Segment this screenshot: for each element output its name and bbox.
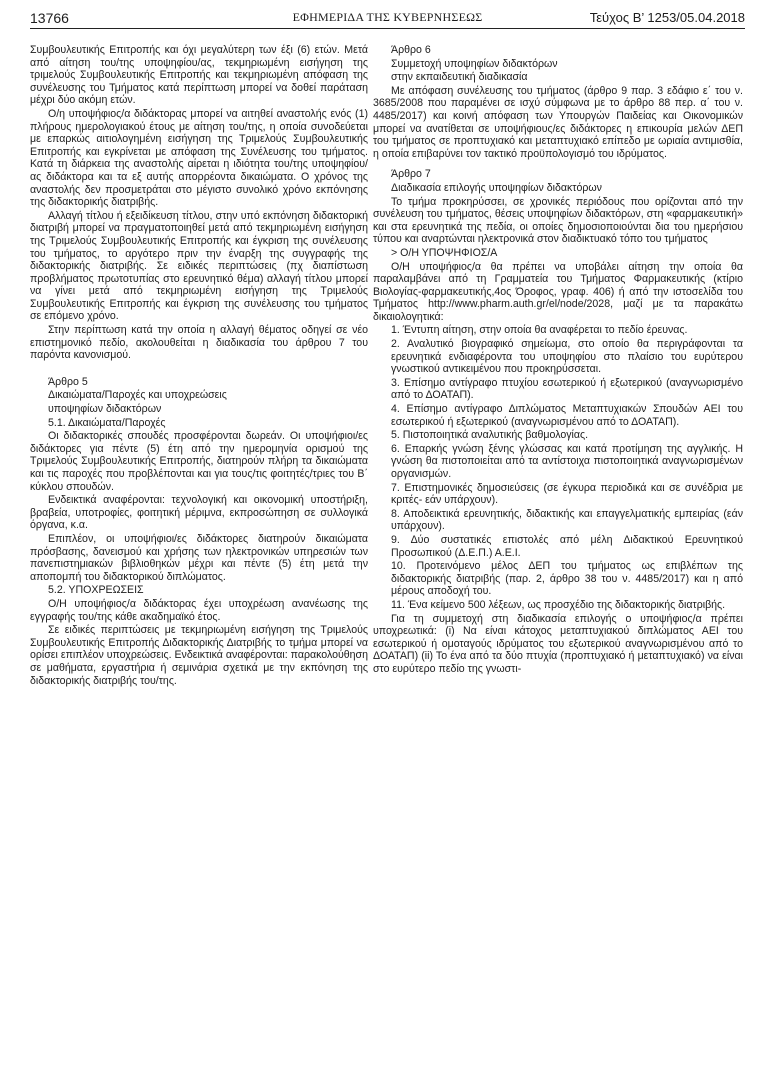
paragraph: Στην περίπτωση κατά την οποία η αλλαγή θέματος οδηγεί σε νέο επιστημονικό πεδίο, ακολουθείται η διαδικασία του άρθρου 7 του παρόντα κανονισμού.: [30, 324, 368, 362]
list-item: 7. Επιστημονικές δημοσιεύσεις (σε έγκυρα περιοδικά και σε συνέδρια με κριτές- εάν υπάρχουν).: [391, 481, 743, 507]
article-6-label: Άρθρο 6: [391, 44, 431, 56]
paragraph: Επιπλέον, οι υποψήφιοι/ες διδάκτορες διατηρούν δικαιώματα πρόσβασης, δανεισμού και χρήσης των ηλεκτρονικών υπηρεσιών των πανεπιστημιακών βιβλιοθηκών μέχρι και πέντε (5) έτη μετά την αποπομπή του διδακτορικού διπλώματος.: [30, 532, 368, 583]
paragraph: Ο/Η υποψήφιος/α διδάκτορας έχει υποχρέωση ανανέωσης της εγγραφής του/της κάθε ακαδημαϊκό έτος.: [30, 597, 368, 623]
list-item: 6. Επαρκής γνώση ξένης γλώσσας και κατά προτίμηση της αγγλικής. Η γνώση θα πιστοποιείται από τα αντίστοιχα πιστοποιητικά αναγνωρισμένων οργανισμών.: [391, 442, 743, 480]
paragraph: Οι διδακτορικές σπουδές προσφέρονται δωρεάν. Οι υποψήφιοι/ες διδάκτορες για πέντε (5) έτη από την ημερομηνία ορισμού της Τριμελούς Συμβουλευτικής Επιτροπής, διατηρούν πλήρη τα δικαιώματα και τις παροχές που προβλέπονται και για τους/τις φοιτητές/τριες του Β΄ κύκλου σπουδών.: [30, 430, 368, 493]
article-5-title: υποψηφίων διδακτόρων: [48, 403, 162, 416]
article-5-label: Άρθρο 5: [48, 375, 88, 388]
paragraph: Αλλαγή τίτλου ή εξειδίκευση τίτλου, στην υπό εκπόνηση διδακτορική διατριβή μπορεί να πραγματοποιηθεί μετά από τεκμηριωμένη εισήγηση της Τριμελούς Συμβουλευτικής Επιτροπής και έγκριση της συνέλευσης του τμήματος, το αργότερο πριν την έναρξη της συγγραφής της διδακτορικής διατριβής. Σε ειδικές περιπτώσεις (πχ διαπίστωση προβλήματος πρωτοτυπίας στο ερευνητικό θέμα) αλλαγή τίτλου μπορεί να γίνει μετά από τεκμηριωμένη εισήγηση της Τριμελούς Συμβουλευτικής Επιτροπής και έγκριση της συνέλευσης του τμήματος σε επόμενο χρόνο.: [30, 209, 368, 323]
list-item: 10. Προτεινόμενο μέλος ΔΕΠ του τμήματος ως επιβλέπων της διδακτορικής διατριβής (παρ. 2, άρθρο 38 του ν. 4485/2017) και η από μέρους αποδοχή του.: [391, 560, 743, 598]
gazette-title: ΕΦΗΜΕΡΙΔΑ ΤΗΣ ΚΥΒΕΡΝΗΣΕΩΣ: [292, 10, 483, 24]
issue-reference: Τεύχος Β’ 1253/05.04.2018: [589, 10, 745, 25]
article-5-title: Δικαιώματα/Παροχές και υποχρεώσεις: [48, 389, 227, 402]
article-7-title: Διαδικασία επιλογής υποψηφίων διδακτόρων: [391, 181, 602, 194]
paragraph: Το τμήμα προκηρύσσει, σε χρονικές περιόδους που ορίζονται από την συνέλευση του τμήματος, θέσεις υποψηφίων διδακτόρων, στη «φαρμακευτική» και στα ερευνητικά της πεδία, οι οποίες δημοσιοποιούνται δια του ημερήσιου τύπου και αναρτώνται ηλεκτρονικά στον διαδικτυακό τόπο του τμήματος: [373, 195, 743, 246]
documents-list: [373, 324, 743, 611]
sub-heading: > Ο/Η ΥΠΟΨΗΦΙΟΣ/Α: [391, 246, 498, 259]
list-item: 8. Αποδεικτικά ερευνητικής, διδακτικής και επαγγελματικής εμπειρίας (εάν υπάρχουν).: [391, 507, 743, 533]
paragraph: Ενδεικτικά αναφέρονται: τεχνολογική και οικονομική υποστήριξη, βραβεία, υποτροφίες, φοιτητική μέριμνα, εκπροσώπηση σε συλλογικά όργανα, κ.α.: [30, 494, 368, 532]
page-header: [30, 8, 745, 29]
paragraph: Συμβουλευτικής Επιτροπής και όχι μεγαλύτερη των έξι (6) ετών. Μετά από αίτηση του/της υποψηφίου/ας, τεκμηριωμένη εισήγηση της τριμελούς Συμβουλευτικής Επιτροπής και τεκμηριωμένη απόφαση της συνέλευσης του Τμήματος κατά περίπτωση μπορεί να δοθεί παράταση μέχρι δύο ακόμη ετών.: [30, 44, 368, 107]
list-item: 1. Έντυπη αίτηση, στην οποία θα αναφέρεται το πεδίο έρευνας.: [391, 324, 688, 337]
paragraph: Για τη συμμετοχή στη διαδικασία επιλογής ο υποψήφιος/α πρέπει υποχρεωτικά: (i) Να είναι κάτοχος μεταπτυχιακού διπλώματος ΑΕΙ του εσωτερικού ή ομοταγούς ιδρύματος του εξωτερικού αναγνωρισμένου από το ΔΟΑΤΑΠ) (ii) Το ένα από τα δύο πτυχία (προπτυχιακό ή μεταπτυχιακό) να είναι στο ευρύτερο πεδίο της γνωστι-: [373, 612, 743, 675]
paragraph: Ο/Η υποψήφιος/α θα πρέπει να υποβάλει αίτηση την οποία θα παραλαμβάνει από τη Γραμματεία του Τμήματος Φαρμακευτικής (κτίριο Βιολογίας-φαρμακευτικής,4ος Όροφος, γραφ. 406) ή από την ιστοσελίδα του Τμήματος http://www.pharm.auth.gr/el/node/2028, μαζί με τα παρακάτω δικαιολογητικά:: [373, 260, 743, 323]
paragraph: Ο/η υποψήφιος/α διδάκτορας μπορεί να αιτηθεί αναστολής ενός (1) πλήρους ημερολογιακού έτους με αίτηση του/της, η οποία συνοδεύεται με επαρκώς αιτιολογημένη εισήγηση της Τριμελούς Συμβουλευτικής Επιτροπής και εγκρίνεται με απόφαση της Συνέλευσης του τμήματος. Κατά τη διάρκεια της αναστολής αίρεται η ιδιότητα του/της υποψηφίου/ας διδάκτορα και τα εξ αυτής απορρέοντα δικαιώματα. Ο χρόνος της αναστολής δεν προσμετράται στο μέγιστο συνολικό χρόνο εκπόνησης της διδακτορικής διατριβής.: [30, 107, 368, 209]
list-item: 2. Αναλυτικό βιογραφικό σημείωμα, στο οποίο θα περιγράφονται τα ερευνητικά ενδιαφέροντα του υποψηφίου στο πλαίσιο του ευρύτερου γνωστικού αντικειμένου που προκηρύσσεται.: [391, 338, 743, 376]
article-7-label: Άρθρο 7: [391, 168, 431, 181]
paragraph: Σε ειδικές περιπτώσεις με τεκμηριωμένη εισήγηση της Τριμελούς Συμβουλευτικής Επιτροπής Διδακτορικής Διατριβής το τμήμα μπορεί να ορίσει επιπλέον υποχρεώσεις. Ενδεικτικά αναφέρονται: παρακολούθηση σε μαθήματα, εργαστήρια ή σεμινάρια σχετικά με την εκπόνηση της διδακτορικής διατριβής του/της.: [30, 624, 368, 687]
list-item: 9. Δύο συστατικές επιστολές από μέλη Διδακτικού Ερευνητικού Προσωπικού (Δ.Ε.Π.) Α.Ε.Ι.: [391, 533, 743, 559]
list-item: 3. Επίσημο αντίγραφο πτυχίου εσωτερικού ή εξωτερικού (αναγνωρισμένο από το ΔΟΑΤΑΠ).: [391, 376, 743, 402]
list-item: 11. Ένα κείμενο 500 λέξεων, ως προσχέδιο της διδακτορικής διατριβής.: [391, 598, 726, 611]
paragraph: Με απόφαση συνέλευσης του τμήματος (άρθρο 9 παρ. 3 εδάφιο ε΄ του ν. 3685/2008 που παραμένει σε ισχύ σύμφωνα με το άρθρο 88 περ. α΄ του ν. 4485/2017) και κοινή απόφαση των Υπουργών Παιδείας και Οικονομικών μπορεί να ανατίθεται σε υποψήφιους/ες διδάκτορες η επικουρία μελών ΔΕΠ του τμήματος σε προπτυχιακό και μεταπτυχιακό επίπεδο με ωριαία αντιμισθία, η οποία επιβαρύνει τον τακτικό προϋπολογισμό του ιδρύματος.: [373, 84, 743, 160]
section-5-2-heading: 5.2. ΥΠΟΧΡΕΩΣΕΙΣ: [48, 584, 144, 597]
right-column: [373, 44, 743, 677]
section-5-1-heading: 5.1. Δικαιώματα/Παροχές: [48, 416, 166, 429]
list-item: 4. Επίσημο αντίγραφο Διπλώματος Μεταπτυχιακών Σπουδών ΑΕΙ του εσωτερικού ή εξωτερικού (αναγνωρισμένου από το ΔΟΑΤΑΠ).: [391, 403, 743, 428]
left-column: [30, 44, 368, 688]
article-6-title: Συμμετοχή υποψηφίων διδακτόρων: [391, 57, 558, 70]
article-6-title: στην εκπαιδευτική διαδικασία: [391, 71, 528, 84]
page-number: 13766: [30, 10, 69, 26]
list-item: 5. Πιστοποιητικά αναλυτικής βαθμολογίας.: [391, 429, 589, 442]
